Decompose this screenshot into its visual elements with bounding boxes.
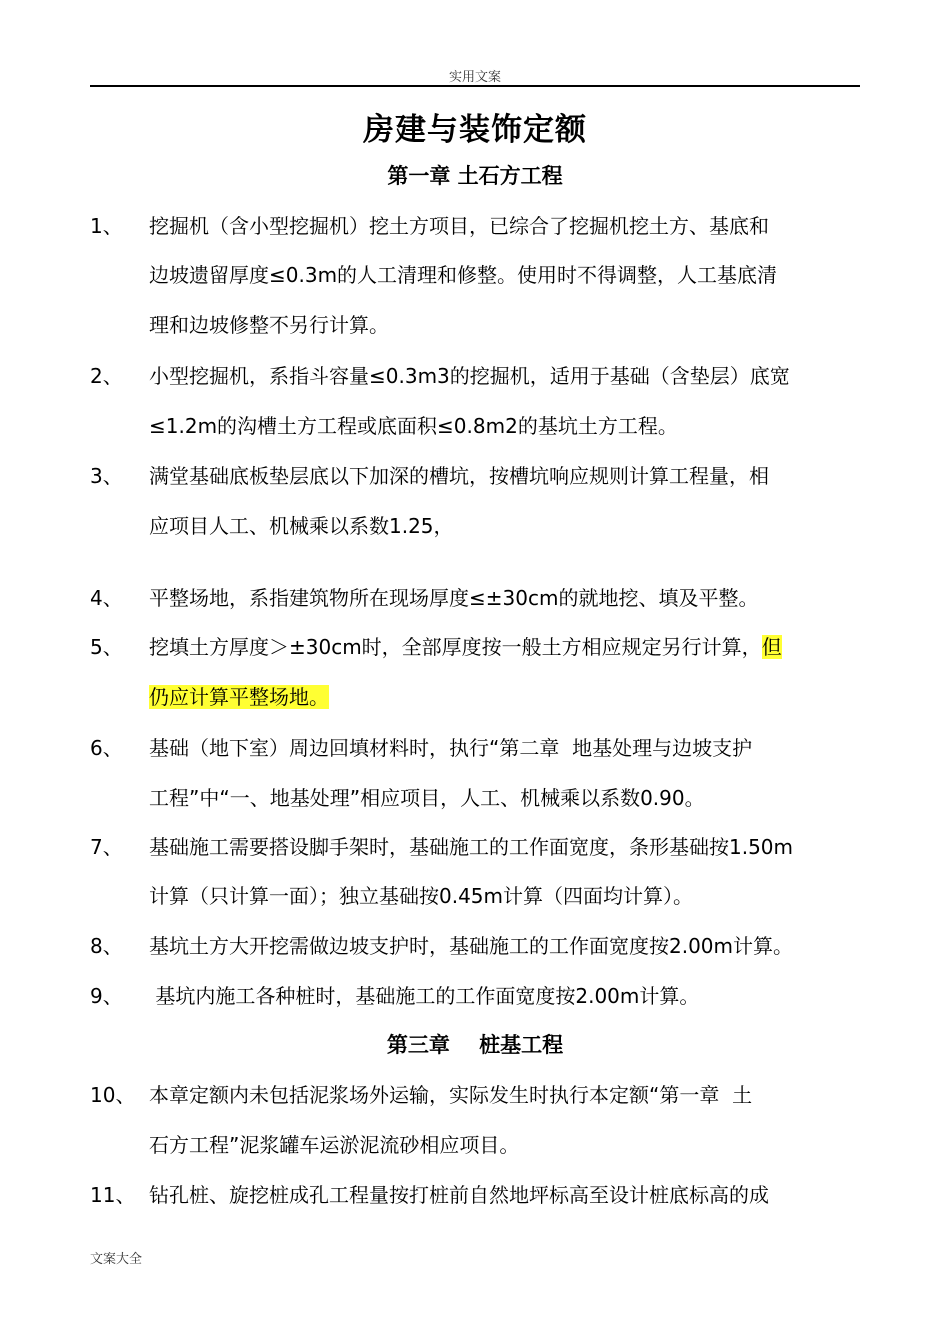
highlighted-text: 仍应计算平整场地。 [149, 685, 329, 709]
item-number: 4、 [90, 586, 123, 610]
item-line: 石方工程”泥浆罐车运淤泥流砂相应项目。 [149, 1133, 520, 1157]
item-line: 本章定额内未包括泥浆场外运输，实际发生时执行本定额“第一章 土 [149, 1083, 753, 1107]
item-line: 计算（只计算一面）；独立基础按0.45m计算（四面均计算）。 [149, 884, 694, 908]
item-number: 9、 [90, 984, 123, 1008]
highlighted-text: 但 [761, 635, 782, 659]
page-footer: 文案大全 [90, 1252, 143, 1267]
item-line: 满堂基础底板垫层底以下加深的槽坑，按槽坑响应规则计算工程量，相 [149, 464, 769, 488]
item-number: 10、 [90, 1083, 136, 1107]
item-number: 3、 [90, 464, 123, 488]
item-line: 基础（地下室）周边回填材料时，执行“第二章 地基处理与边坡支护 [149, 736, 753, 760]
item-line: 理和边坡修整不另行计算。 [149, 313, 389, 337]
item-line: 基坑内施工各种桩时，基础施工的工作面宽度按2.00m计算。 [149, 984, 700, 1008]
item-number: 1、 [90, 214, 123, 238]
item-line [149, 631, 782, 660]
item-number: 8、 [90, 934, 123, 958]
chapter-heading-3: 第三章 桩基工程 [386, 1033, 564, 1057]
item-line: ≤1.2m的沟槽土方工程或底面积≤0.8m2的基坑土方工程。 [149, 414, 678, 438]
item-line: 挖掘机（含小型挖掘机）挖土方项目，已综合了挖掘机挖土方、基底和 [149, 214, 769, 238]
item-line: 小型挖掘机，系指斗容量≤0.3m3的挖掘机，适用于基础（含垫层）底宽 [149, 364, 790, 388]
item-line: 基础施工需要搭设脚手架时，基础施工的工作面宽度，条形基础按1.50m [149, 835, 794, 859]
item-number: 2、 [90, 364, 123, 388]
chapter-heading-1: 第一章 土石方工程 [387, 164, 563, 188]
item-line-plain-text: 挖填土方厚度＞±30cm时，全部厚度按一般土方相应规定另行计算， [149, 635, 762, 659]
item-line: 工程”中“一、地基处理”相应项目，人工、机械乘以系数0.90。 [149, 786, 705, 810]
item-line: 应项目人工、机械乘以系数1.25， [149, 514, 454, 538]
item-number: 6、 [90, 736, 123, 760]
item-line: 平整场地，系指建筑物所在现场厚度≤±30cm的就地挖、填及平整。 [149, 586, 759, 610]
item-line: 边坡遗留厚度≤0.3m的人工清理和修整。使用时不得调整，人工基底清 [149, 263, 778, 287]
item-line: 钻孔桩、旋挖桩成孔工程量按打桩前自然地坪标高至设计桩底标高的成 [149, 1183, 769, 1207]
item-number: 5、 [90, 635, 123, 659]
header-divider [90, 85, 860, 87]
header-text: 实用文案 [448, 70, 501, 85]
item-number: 7、 [90, 835, 123, 859]
page-title: 房建与装饰定额 [363, 112, 587, 148]
item-line [149, 681, 329, 710]
item-number: 11、 [90, 1183, 136, 1207]
item-line: 基坑土方大开挖需做边坡支护时，基础施工的工作面宽度按2.00m计算。 [149, 934, 794, 958]
